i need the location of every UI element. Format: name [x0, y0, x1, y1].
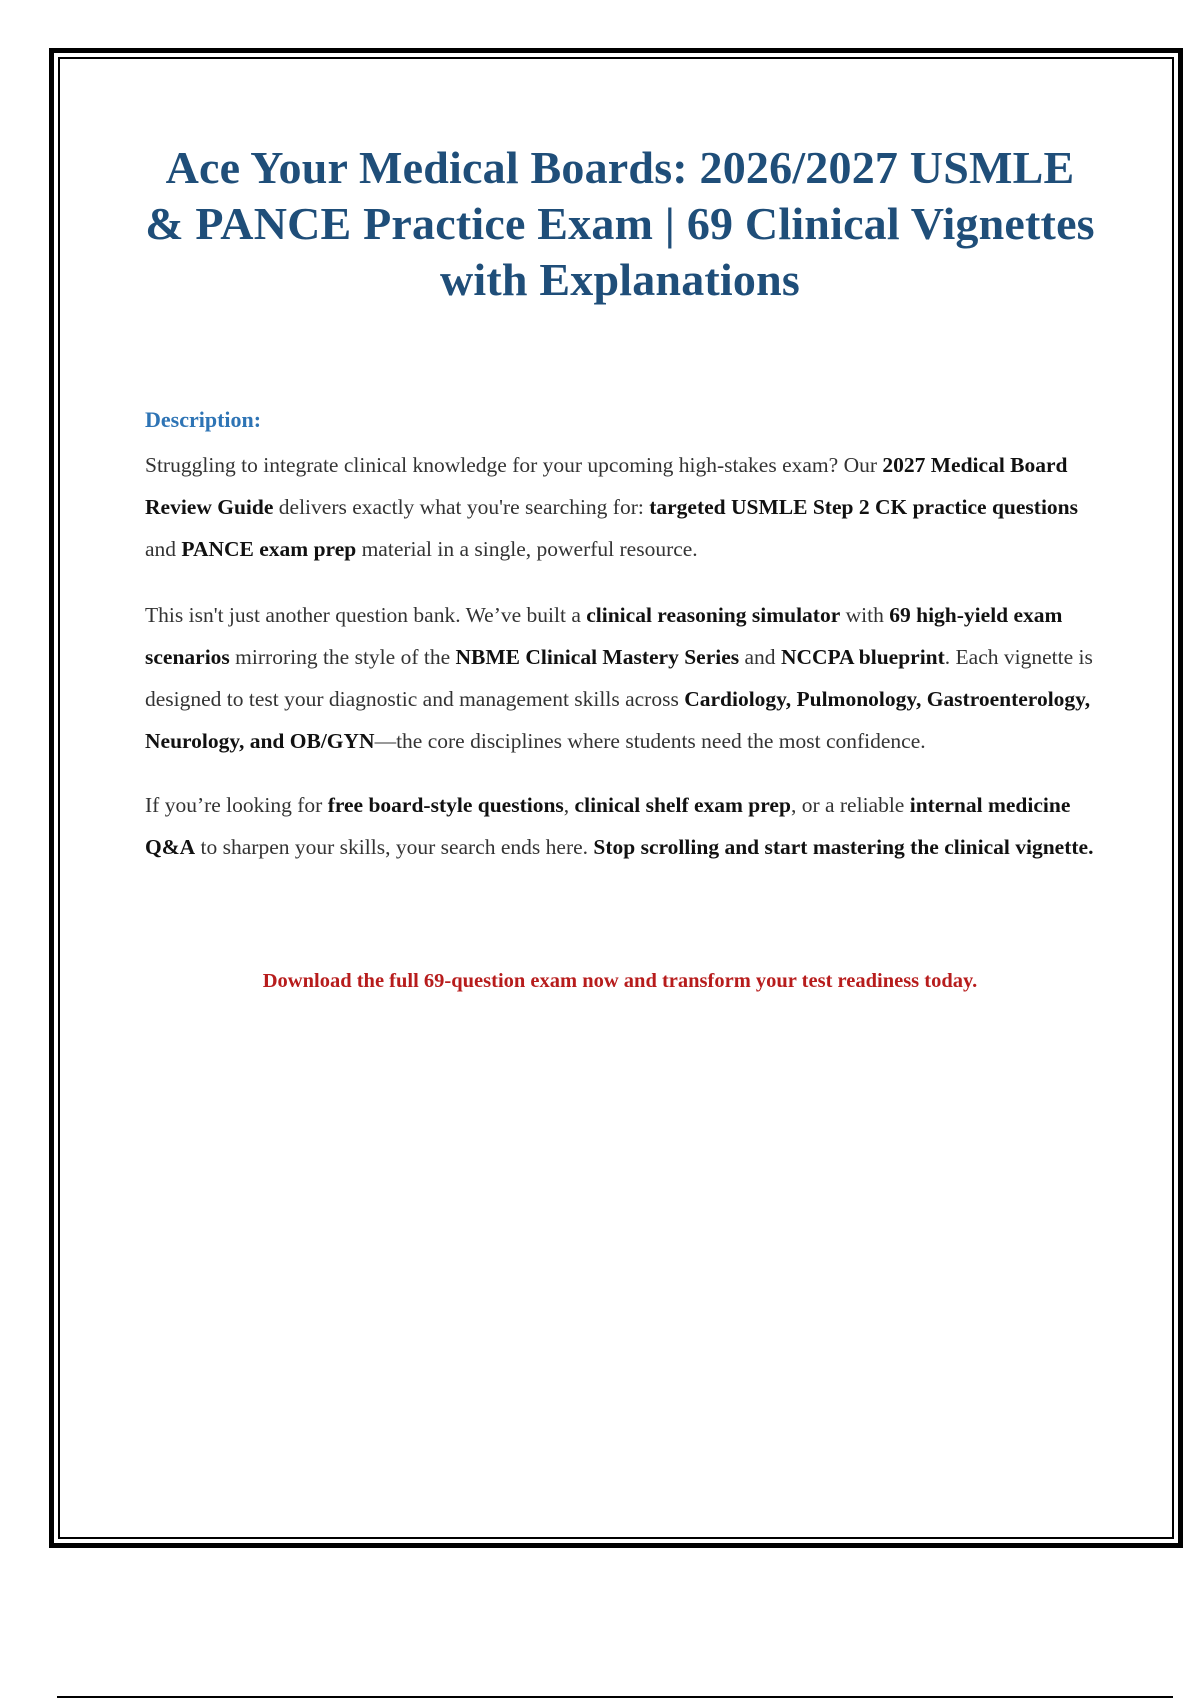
footer-divider	[57, 1696, 1173, 1698]
paragraph-text: , or a reliable	[790, 793, 910, 817]
paragraph-text: ,	[563, 793, 575, 817]
paragraph-text: This isn't just another question bank. We’ve built a	[145, 603, 587, 627]
description-paragraph-1	[145, 444, 1095, 570]
description-label: Description:	[145, 407, 262, 432]
paragraph-text: mirroring the style of the	[229, 645, 456, 669]
paragraph-bold-text: 69 high-yield exam scenarios	[145, 603, 1063, 669]
paragraph-bold-text: Cardiology, Pulmonology, Gastroenterology, Neurology, and OB/GYN	[145, 687, 1091, 753]
paragraph-bold-text: clinical reasoning simulator	[586, 603, 841, 627]
paragraph-text: delivers exactly what you're searching for:	[273, 495, 650, 519]
paragraph-bold-text: Stop scrolling and start mastering the clinical vignette.	[593, 835, 1094, 859]
paragraph-text: with	[840, 603, 890, 627]
paragraph-bold-text: PANCE exam prep	[181, 537, 357, 561]
paragraph-text: and	[739, 645, 781, 669]
paragraph-bold-text: 2027 Medical Board Review Guide	[145, 453, 1068, 519]
document-body	[145, 140, 1095, 994]
paragraph-bold-text: free board-style questions	[327, 793, 564, 817]
paragraph-bold-text: NCCPA blueprint	[780, 645, 945, 669]
paragraph-text: and	[145, 537, 182, 561]
call-to-action: Download the full 69-question exam now and transform your test readiness today.	[262, 970, 978, 992]
description-paragraph-3	[145, 784, 1095, 868]
paragraph-text: If you’re looking for	[145, 793, 328, 817]
description-paragraph-2	[145, 594, 1095, 762]
document-title: Ace Your Medical Boards: 2026/2027 USMLE & PANCE Practice Exam | 69 Clinical Vignettes with Explanations	[145, 142, 1095, 305]
paragraph-bold-text: targeted USMLE Step 2 CK practice questions	[649, 495, 1078, 519]
paragraph-text: —the core disciplines where students need the most confidence.	[374, 729, 926, 753]
paragraph-text: . Each vignette is designed to test your diagnostic and management skills across	[145, 645, 1093, 711]
paragraph-text: to sharpen your skills, your search ends here.	[195, 835, 594, 859]
paragraph-bold-text: clinical shelf exam prep	[574, 793, 791, 817]
paragraph-text: material in a single, powerful resource.	[356, 537, 698, 561]
paragraph-bold-text: internal medicine Q&A	[145, 793, 1071, 859]
paragraph-bold-text: NBME Clinical Mastery Series	[455, 645, 740, 669]
paragraph-text: Struggling to integrate clinical knowledge for your upcoming high-stakes exam? Our	[145, 453, 883, 477]
